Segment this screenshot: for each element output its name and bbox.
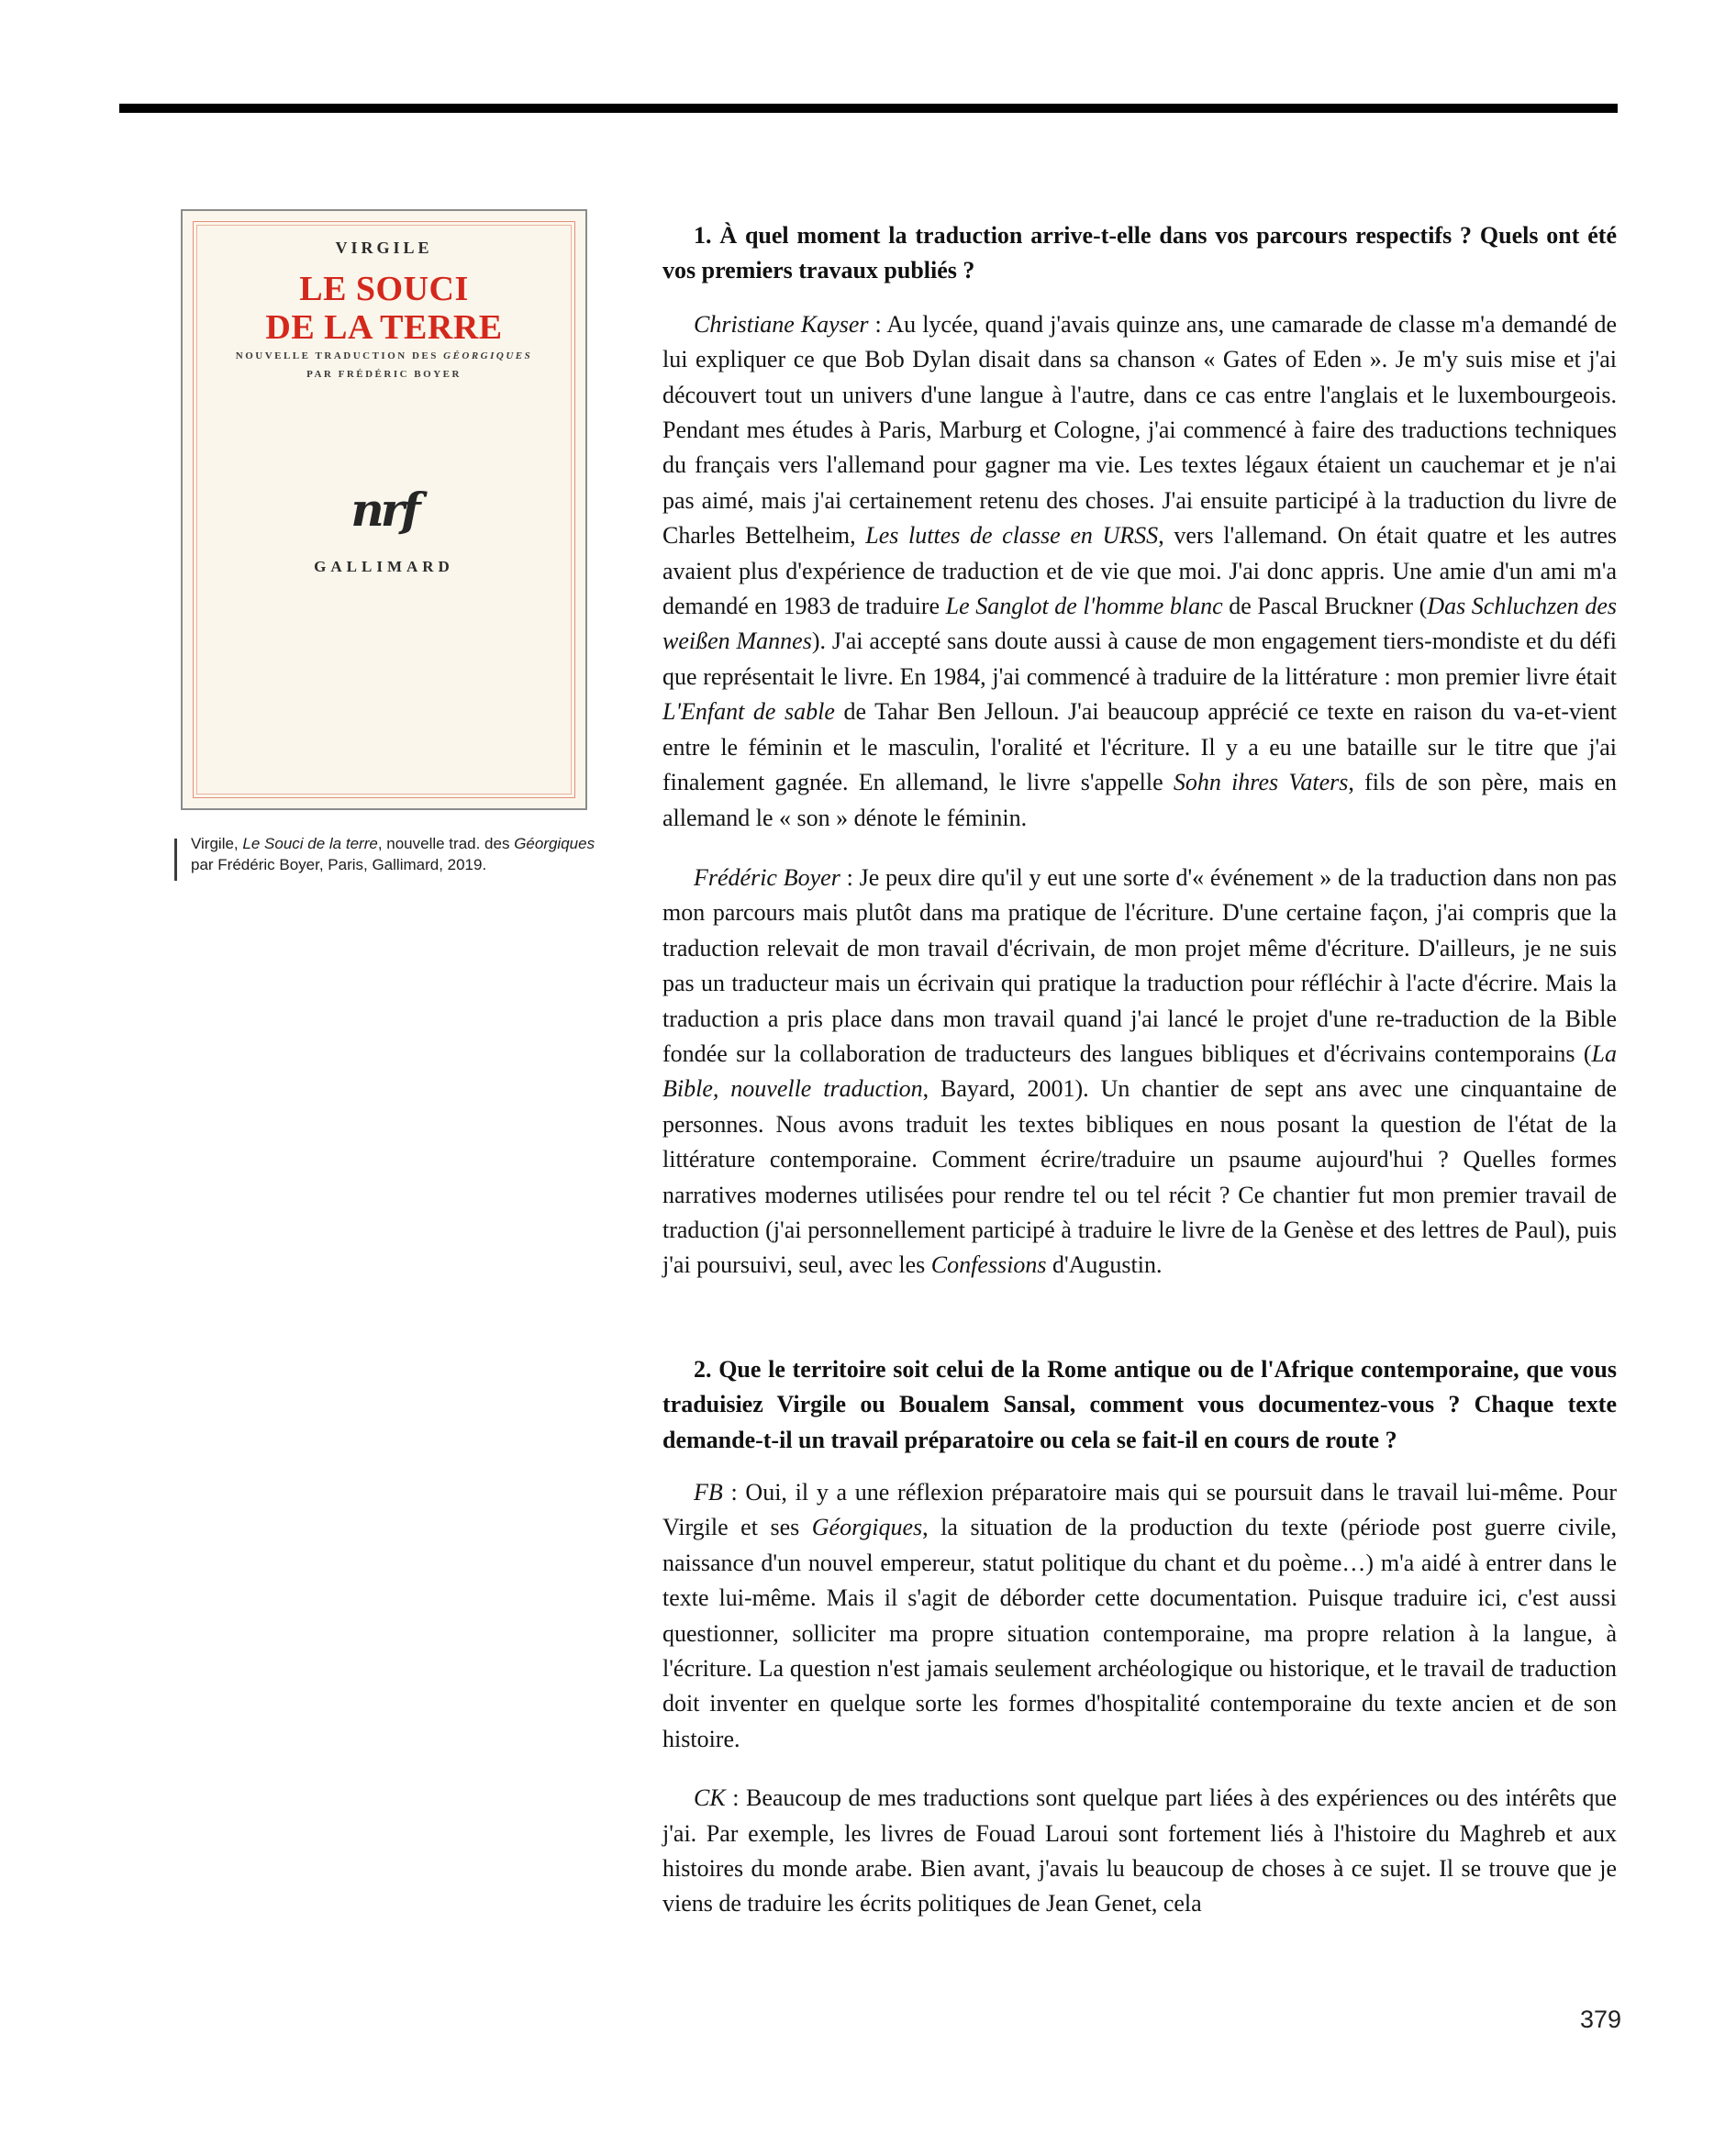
cover-subtitle bbox=[183, 347, 585, 383]
answer-christiane-kayser: Christiane Kayser : Au lycée, quand j'avais quinze ans, une camarade de classe m'a demandé de lui expliquer ce que Bob Dylan disait dans sa chanson « Gates of Eden ». Je m'y suis mise et j'ai découvert tout un univers d'une langue à l'autre, dans ce cas entre l'anglais et le luxembourgeois. Pendant mes études à Paris, Marburg et Cologne, j'ai commencé à faire des traductions techniques du français vers l'allemand pour gagner ma vie. Les textes légaux étaient un cauchemar et je n'ai pas aimé, mais j'ai certainement retenu des choses. J'ai ensuite participé à la traduction du livre de Charles Bettelheim, Les luttes de classe en URSS, vers l'allemand. On était quatre et les autres avaient plus d'expérience de traduction et de vie que moi. J'ai donc appris. Une amie d'un ami m'a demandé en 1983 de traduire Le Sanglot de l'homme blanc de Pascal Bruckner (Das Schluchzen des weißen Mannes). J'ai accepté sans doute aussi à cause de mon engagement tiers-mondiste et du défi que représentait le livre. En 1984, j'ai commencé à traduire de la littérature : mon premier livre était L'Enfant de sable de Tahar Ben Jelloun. J'ai beaucoup apprécié ce texte en raison du va-et-vient entre le féminin et le masculin, l'oralité et l'écriture. Il y a eu une bataille sur le titre que j'ai finalement gagnée. En allemand, le livre s'appelle Sohn ihres Vaters, fils de son père, mais en allemand le « son » dénote le féminin. bbox=[662, 310, 1618, 831]
nrf-logo: nrf bbox=[351, 483, 417, 537]
cover-title bbox=[183, 270, 585, 347]
question-1: 1. À quel moment la traduction arrive-t-elle dans vos parcours respectifs ? Quels ont été vos premiers travaux publiés ? bbox=[662, 222, 1617, 284]
cover-publisher: GALLIMARD bbox=[314, 558, 454, 575]
caption-line2: par Frédéric Boyer, Paris, Gallimard, 2019. bbox=[191, 856, 487, 873]
caption-line1: Virgile, Le Souci de la terre, nouvelle trad. des Géorgiques bbox=[191, 835, 595, 852]
answer-fb-2: FB : Oui, il y a une réflexion préparatoire mais qui se poursuit dans le travail lui-même. Pour Virgile et ses Géorgiques, la situation de la production du texte (période post guerre civile, naissance d'un nouvel empereur, statut politique du chant et du poème…) m'a aidé à entrer dans le texte lui-même. Mais il s'agit de déborder cette documentation. Puisque traduire ici, c'est aussi questionner, solliciter ma propre situation contemporaine, ma propre relation à la langue, à l'écriture. La question n'est jamais seulement archéologique ou historique, et le travail de traduction doit inventer en quelque sorte les formes d'hospitalité contemporaine du texte ancien et de son histoire. bbox=[662, 1479, 1617, 1752]
cover-title-line2: DE LA TERRE bbox=[265, 308, 503, 347]
figure-caption bbox=[191, 833, 631, 875]
page-number: 379 bbox=[1580, 2006, 1622, 2033]
answer-frederic-boyer: Frédéric Boyer : Je peux dire qu'il y eut une sorte d'« événement » de la traduction dans non pas mon parcours mais plutôt dans ma pratique de l'écriture. D'une certaine façon, j'ai compris que la traduction relevait de mon travail d'écrivain, de mon projet même d'écriture. D'ailleurs, je ne suis pas un traducteur mais un écrivain qui pratique la traduction pour réfléchir à l'acte d'écrire. Mais la traduction a pris place dans mon travail quand j'ai lancé le projet d'une re-traduction de la Bible fondée sur la collaboration de traducteurs des langues bibliques et d'écrivains contemporains (La Bible, nouvelle traduction, Bayard, 2001). Un chantier de sept ans avec une cinquantaine de personnes. Nous avons traduit les textes bibliques en nous posant la question de l'état de la littérature contemporaine. Comment écrire/traduire un psaume aujourd'hui ? Quelles formes narratives modernes utilisées pour rendre tel ou tel récit ? Ce chantier fut mon premier travail de traduction (j'ai personnellement participé à traduire le livre de la Genèse et des lettres de Paul), puis j'ai poursuivi, seul, avec les Confessions d'Augustin. bbox=[662, 863, 1618, 1279]
answer-ck-2: CK : Beaucoup de mes traductions sont quelque part liées à des expériences ou des intérêts que j'ai. Par exemple, les livres de Fouad Laroui sont fortement liés à l'histoire du Maghreb et aux histoires du monde arabe. Bien avant, j'avais lu beaucoup de choses à ce sujet. Il se trouve que je viens de traduire les écrits politiques de Jean Genet, cela bbox=[662, 1784, 1617, 1917]
cover-title-line1: LE SOUCI bbox=[299, 270, 469, 308]
cover-author: VIRGILE bbox=[335, 239, 433, 257]
question-2: 2. Que le territoire soit celui de la Rome antique ou de l'Afrique contemporaine, que vous traduisiez Virgile ou Boualem Sansal, comment vous documentez-vous ? Chaque texte demande-t-il un travail préparatoire ou cela se fait-il en cours de route ? bbox=[662, 1355, 1617, 1453]
caption-rule bbox=[174, 839, 177, 881]
cover-subtitle-line1: NOUVELLE TRADUCTION DES GÉORGIQUES bbox=[235, 350, 533, 361]
book-cover bbox=[181, 209, 587, 810]
text-column bbox=[662, 218, 1617, 1922]
cover-subtitle-line2: PAR FRÉDÉRIC BOYER bbox=[306, 369, 462, 380]
top-rule bbox=[119, 104, 1618, 113]
